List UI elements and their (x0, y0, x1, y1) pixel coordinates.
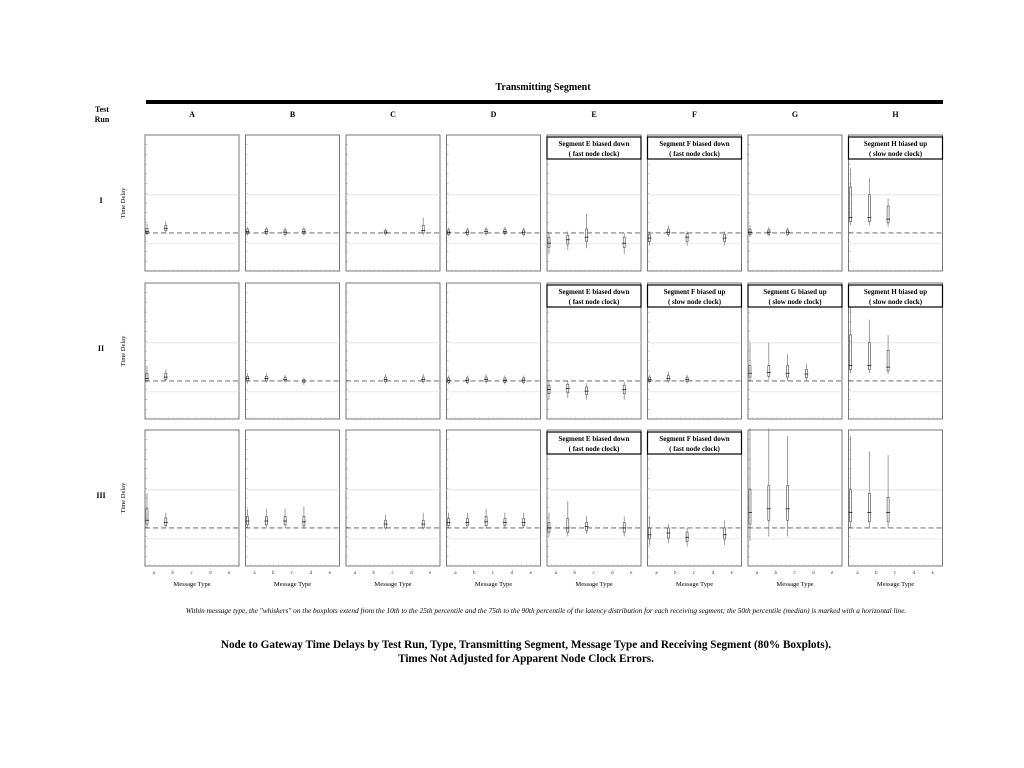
annotation-I-H (849, 137, 943, 159)
panel-frame (447, 135, 541, 271)
annotation-line-1: Segment H biased up (863, 140, 928, 148)
x-tick-label-a: a (554, 571, 558, 576)
annotation-I-E (547, 137, 641, 159)
panel-frame (145, 135, 239, 271)
x-tick-label-c: c (893, 571, 897, 576)
panel-III-C (346, 430, 440, 588)
column-label-E: E (591, 110, 597, 119)
top-title: Transmitting Segment (495, 82, 591, 93)
panel-frame (447, 283, 541, 419)
x-tick-label-d: d (410, 571, 413, 576)
panel-III-B (246, 430, 340, 588)
panel-III-G (748, 428, 842, 588)
x-tick-label-a: a (353, 571, 357, 576)
panel-III-H (849, 430, 943, 588)
header-bar (146, 100, 943, 104)
row-header-label: Run (94, 115, 110, 124)
annotation-II-E (547, 285, 641, 307)
x-tick-label-c: c (391, 571, 394, 576)
figure-title (150, 638, 902, 666)
annotation-II-F (648, 285, 742, 307)
figure-title-line-1: Node to Gateway Time Delays by Test Run, Type, Transmitting Segment, Message Type and Receiving Segment (80% Boxplots). (220, 639, 832, 651)
column-label-A: A (189, 110, 195, 119)
x-tick-label-a: a (655, 571, 658, 576)
panel-I-B (246, 135, 340, 271)
panel-frame (748, 135, 842, 271)
panel-frame (346, 430, 440, 566)
x-tick-label-a: a (755, 571, 759, 576)
column-label-G: G (791, 110, 799, 119)
x-axis-label: Message Type (173, 581, 211, 588)
panel-frame (346, 283, 440, 419)
annotation-line-2: ( slow node clock) (868, 298, 923, 306)
panel-frame (849, 430, 943, 566)
annotation-line-2: ( slow node clock) (768, 298, 822, 306)
annotation-II-G (748, 285, 842, 307)
x-tick-label-e: e (328, 571, 331, 576)
panel-I-G (748, 135, 842, 271)
x-tick-label-d: d (209, 571, 212, 576)
panel-frame (145, 283, 239, 419)
row-label-II: II (97, 344, 105, 353)
x-tick-label-b: b (573, 571, 577, 576)
x-tick-label-c: c (592, 571, 595, 576)
panel-frame (246, 283, 340, 419)
panel-frame (748, 430, 842, 566)
x-tick-label-b: b (272, 571, 275, 576)
panel-II-D (447, 283, 541, 419)
panel-III-A (145, 430, 239, 588)
x-tick-label-c: c (491, 571, 495, 576)
y-axis-label: Time Delay (120, 187, 127, 219)
x-tick-label-b: b (774, 571, 778, 576)
panel-frame (246, 135, 340, 271)
x-tick-label-d: d (812, 571, 815, 576)
column-label-H: H (892, 110, 899, 119)
panel-frame (145, 430, 239, 566)
x-tick-label-e: e (228, 571, 231, 576)
annotation-line-1: Segment E biased down (558, 288, 630, 296)
x-tick-label-b: b (473, 571, 476, 576)
row-label-I: I (99, 196, 103, 205)
x-tick-label-a: a (152, 571, 156, 576)
annotation-line-2: ( fast node clock) (568, 445, 620, 453)
annotation-line-1: Segment E biased down (558, 435, 630, 443)
annotation-line-1: Segment F biased down (659, 140, 730, 148)
x-axis-label: Message Type (474, 581, 513, 588)
x-axis-label: Message Type (876, 581, 915, 588)
x-tick-label-e: e (529, 571, 532, 576)
annotation-III-F (648, 432, 742, 454)
panel-II-A (145, 283, 239, 419)
x-tick-label-e: e (931, 571, 934, 576)
annotation-line-1: Segment G biased up (763, 288, 827, 296)
x-tick-label-e: e (730, 571, 733, 576)
x-tick-label-e: e (630, 571, 633, 576)
x-tick-label-e: e (429, 571, 432, 576)
x-tick-label-a: a (253, 571, 256, 576)
row-header-label: Test (95, 105, 109, 114)
x-tick-label-a: a (856, 571, 859, 576)
x-tick-label-b: b (372, 571, 376, 576)
figure-caption: Within message type, the "whiskers" on the boxplots extend from the 10th to the 25th percentile and the 75th to the 90th percentile of the latency distribution for each receiving segment; the 50th percentile (median) is marked with a horizontal line. (185, 606, 907, 615)
panel-frame (346, 135, 440, 271)
annotation-line-2: ( fast node clock) (669, 445, 720, 453)
x-tick-label-c: c (692, 571, 696, 576)
annotation-III-E (547, 432, 641, 454)
panel-II-C (346, 283, 440, 419)
x-tick-label-a: a (454, 571, 457, 576)
x-tick-label-b: b (171, 571, 175, 576)
column-label-B: B (289, 110, 296, 119)
annotation-II-H (849, 285, 943, 307)
column-label-C: C (390, 110, 396, 119)
panel-frame (246, 430, 340, 566)
x-axis-label: Message Type (575, 581, 613, 588)
annotation-line-1: Segment F biased up (663, 288, 726, 296)
x-tick-label-d: d (611, 571, 614, 576)
x-tick-label-d: d (309, 571, 313, 576)
panel-II-B (246, 283, 340, 419)
x-tick-label-c: c (793, 571, 796, 576)
panel-III-D (447, 430, 541, 588)
annotation-line-2: ( fast node clock) (568, 298, 620, 306)
x-tick-label-d: d (510, 571, 514, 576)
annotation-line-2: ( fast node clock) (669, 150, 720, 158)
panel-frame (447, 430, 541, 566)
x-axis-label: Message Type (776, 581, 814, 588)
column-label-F: F (692, 110, 697, 119)
x-tick-label-d: d (912, 571, 916, 576)
x-tick-label-e: e (831, 571, 834, 576)
annotation-line-1: Segment H biased up (863, 288, 928, 296)
column-label-D: D (490, 110, 497, 119)
panel-I-A (145, 135, 239, 271)
x-axis-label: Message Type (273, 581, 312, 588)
figure-title-line-2: Times Not Adjusted for Apparent Node Clock Errors. (398, 653, 654, 665)
x-tick-label-c: c (190, 571, 193, 576)
annotation-line-2: ( slow node clock) (667, 298, 722, 306)
annotation-line-1: Segment F biased down (659, 435, 730, 443)
panel-I-D (447, 135, 541, 271)
x-axis-label: Message Type (675, 581, 714, 588)
annotation-I-F (648, 137, 742, 159)
row-label-III: III (96, 491, 106, 500)
x-tick-label-b: b (674, 571, 677, 576)
y-axis-label: Time Delay (120, 482, 127, 514)
annotation-line-1: Segment E biased down (558, 140, 630, 148)
annotation-line-2: ( fast node clock) (568, 150, 620, 158)
x-axis-label: Message Type (374, 581, 412, 588)
x-tick-label-b: b (875, 571, 878, 576)
panel-I-C (346, 135, 440, 271)
x-tick-label-d: d (711, 571, 715, 576)
y-axis-label: Time Delay (120, 335, 127, 367)
x-tick-label-c: c (290, 571, 294, 576)
annotation-line-2: ( slow node clock) (868, 150, 923, 158)
